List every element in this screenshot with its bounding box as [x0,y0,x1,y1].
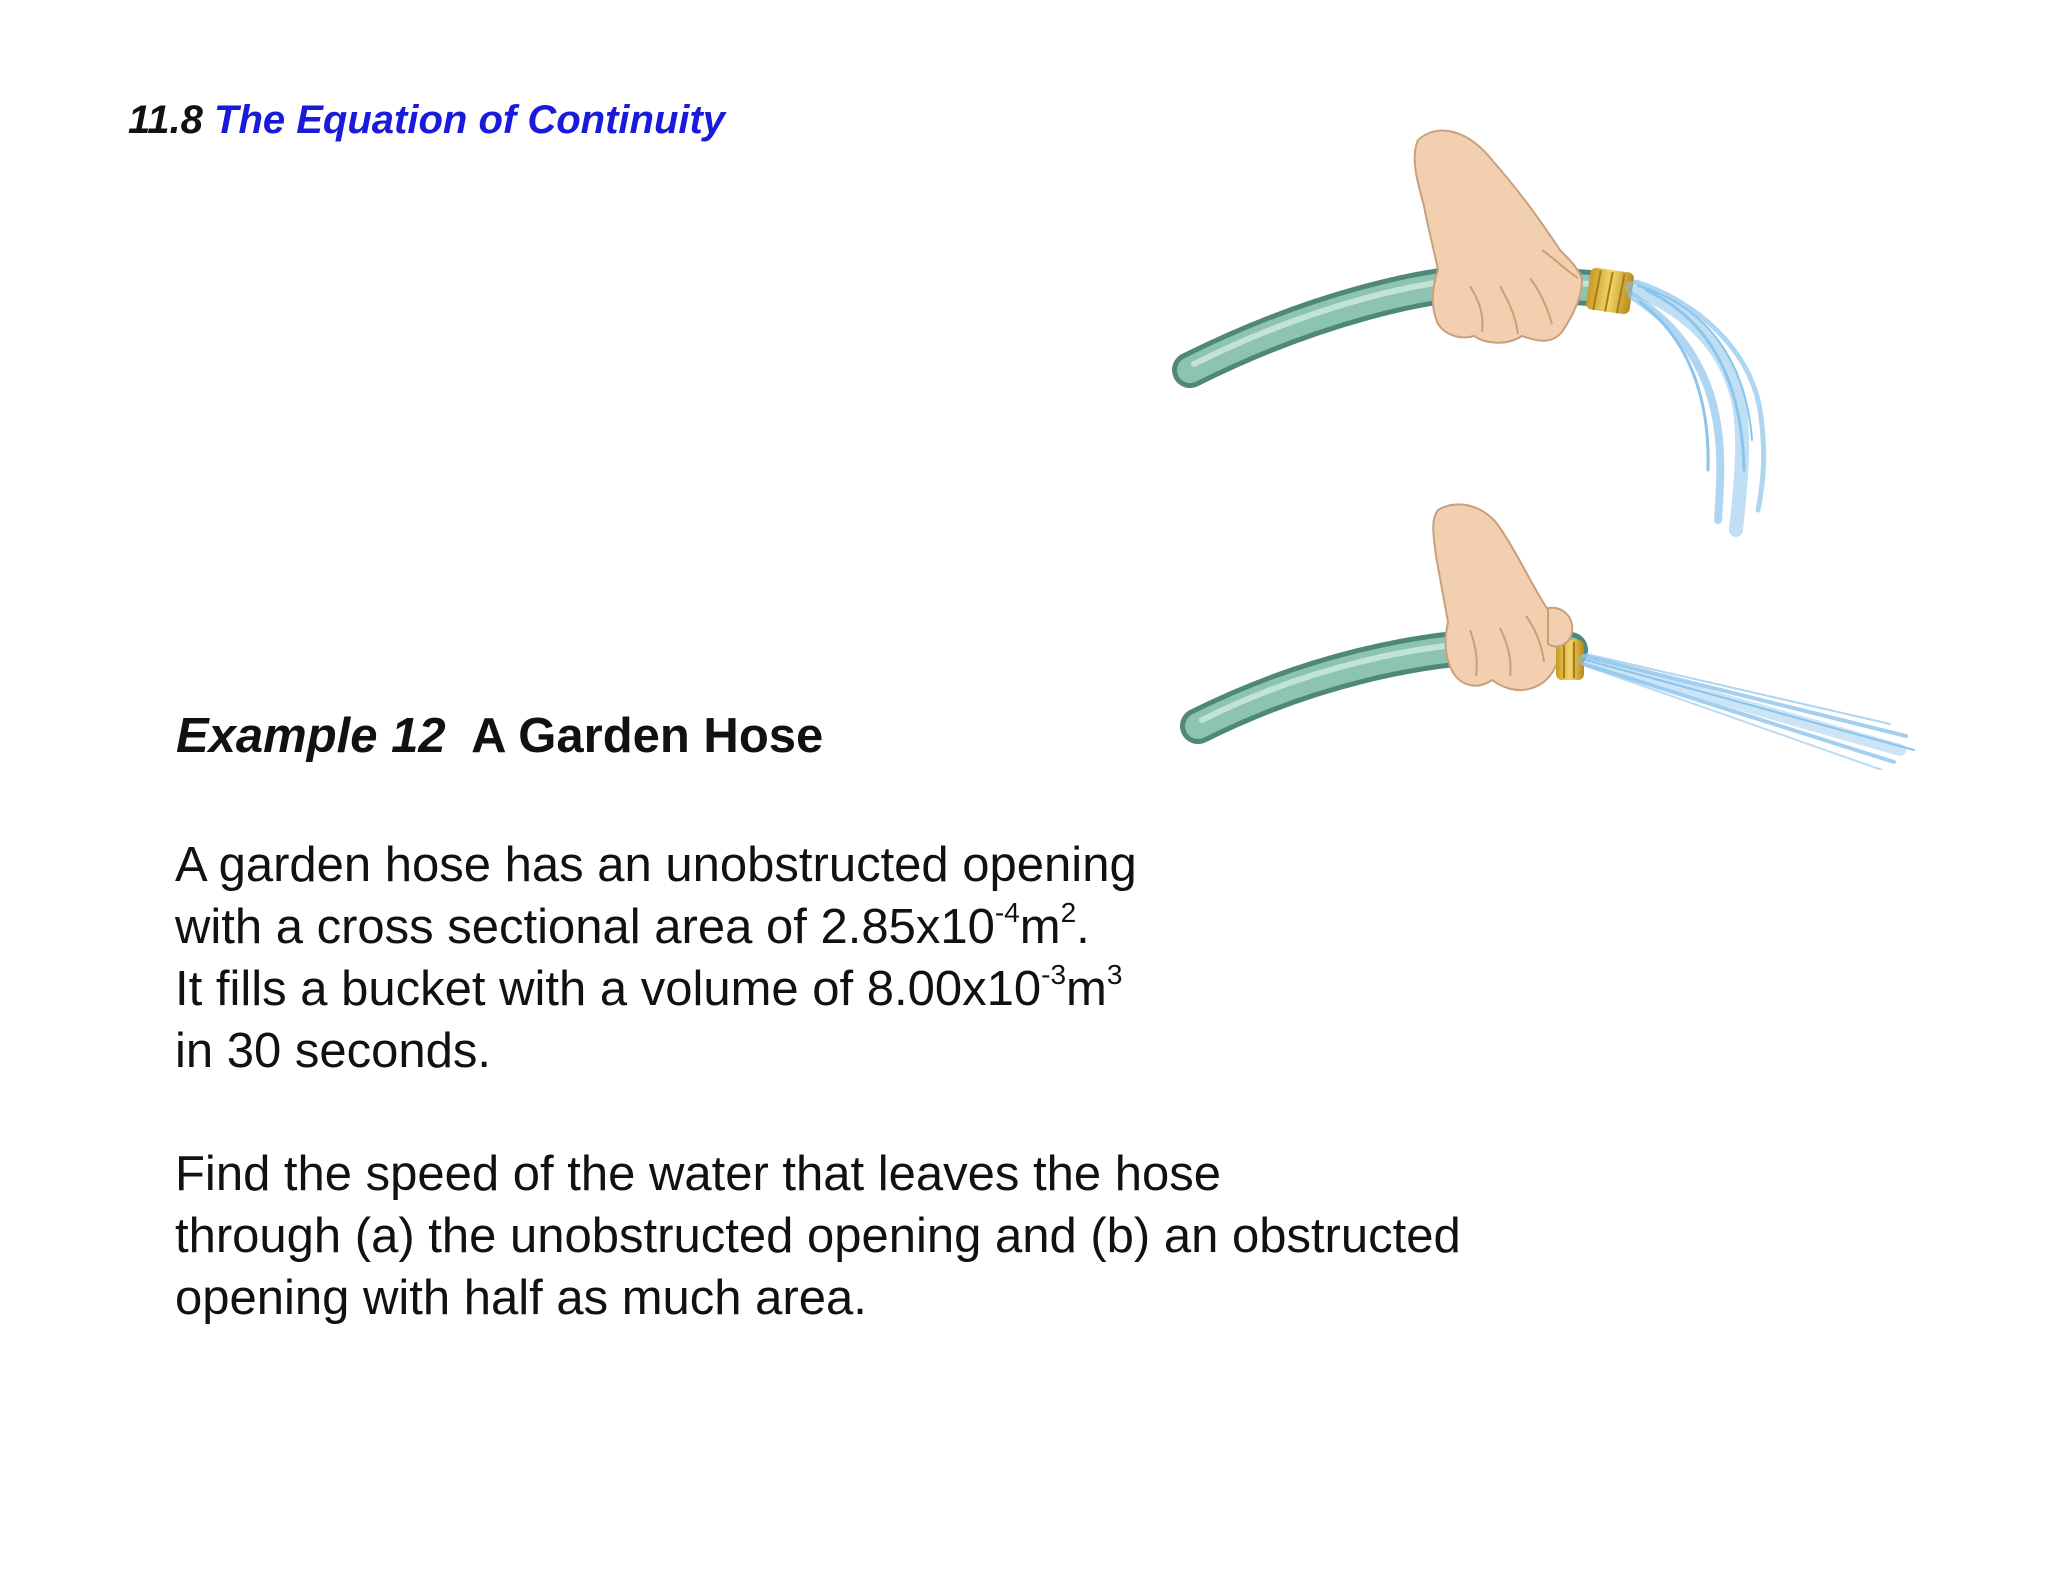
section-heading [128,100,725,140]
unit: m [1019,900,1061,954]
garden-hose-illustration [1170,110,1930,770]
question-line: opening with half as much area. [175,1271,867,1325]
problem-text: It fills a bucket with a volume of 8.00x10 [175,962,1042,1016]
water-spray-icon [1584,654,1914,770]
exponent: -4 [994,896,1020,928]
problem-line [175,958,1137,1020]
problem-line: in 30 seconds. [175,1024,491,1078]
hand-icon [1415,130,1582,342]
section-number: 11.8 [128,98,203,142]
unobstructed-hose-group [1190,130,1764,530]
unit: m [1066,962,1107,1016]
question-line: Find the speed of the water that leaves the hose [175,1147,1222,1201]
obstructed-hose-group [1198,504,1914,770]
example-heading [176,709,824,763]
period: . [1076,900,1090,954]
problem-line: A garden hose has an unobstructed opening [175,838,1137,892]
example-title: A Garden Hose [471,709,824,763]
problem-statement [175,834,1137,1082]
unit-exponent: 3 [1106,958,1123,990]
section-title: The Equation of Continuity [214,98,726,142]
question-line: through (a) the unobstructed opening and (b) an obstructed [175,1209,1461,1263]
exponent: -3 [1041,958,1067,990]
example-label: Example 12 [176,709,446,763]
problem-text: with a cross sectional area of 2.85x10 [175,900,995,954]
problem-line [175,896,1137,958]
water-spray-icon [1632,282,1764,530]
hand-icon [1433,504,1560,690]
problem-question [175,1143,1461,1329]
unit-exponent: 2 [1060,896,1077,928]
